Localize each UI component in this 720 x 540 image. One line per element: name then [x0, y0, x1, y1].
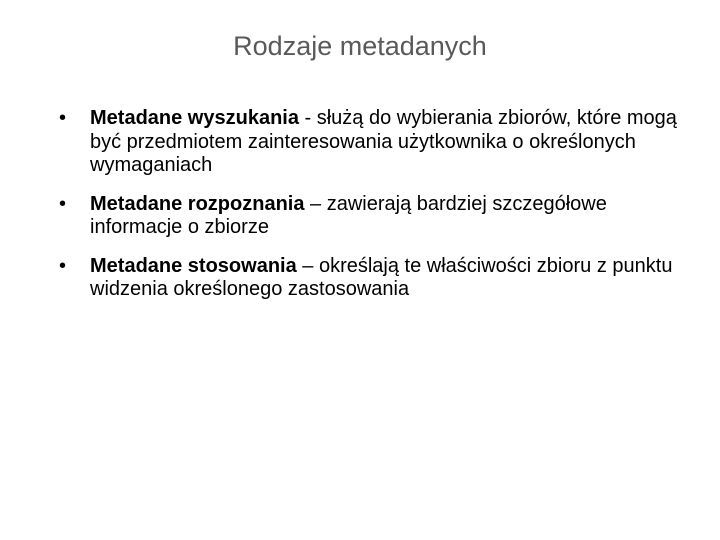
bullet-item-wyszukania: [56, 107, 696, 178]
bullet-term: Metadane stosowania: [90, 254, 297, 277]
bullet-icon: •: [59, 192, 67, 215]
bullet-icon: •: [59, 107, 67, 129]
bullet-item-stosowania: [56, 255, 696, 302]
slide-title: Rodzaje metadanych: [233, 31, 487, 61]
bullet-list: [56, 107, 696, 317]
bullet-term: Metadane rozpoznania: [90, 192, 305, 215]
bullet-term: Metadane wyszukania: [90, 107, 299, 129]
bullet-text: - służą do wybierania zbiorów, które mogą być przedmiotem zainteresowania użytkownika o określonych wymaganiach: [90, 107, 677, 176]
bullet-text: – określają te właściwości zbioru z punktu widzenia określonego zastosowania: [90, 254, 673, 300]
bullet-item-rozpoznania: [56, 193, 696, 240]
bullet-text: – zawierają bardziej szczegółowe informacje o zbiorze: [90, 192, 607, 238]
bullet-icon: •: [59, 254, 67, 277]
